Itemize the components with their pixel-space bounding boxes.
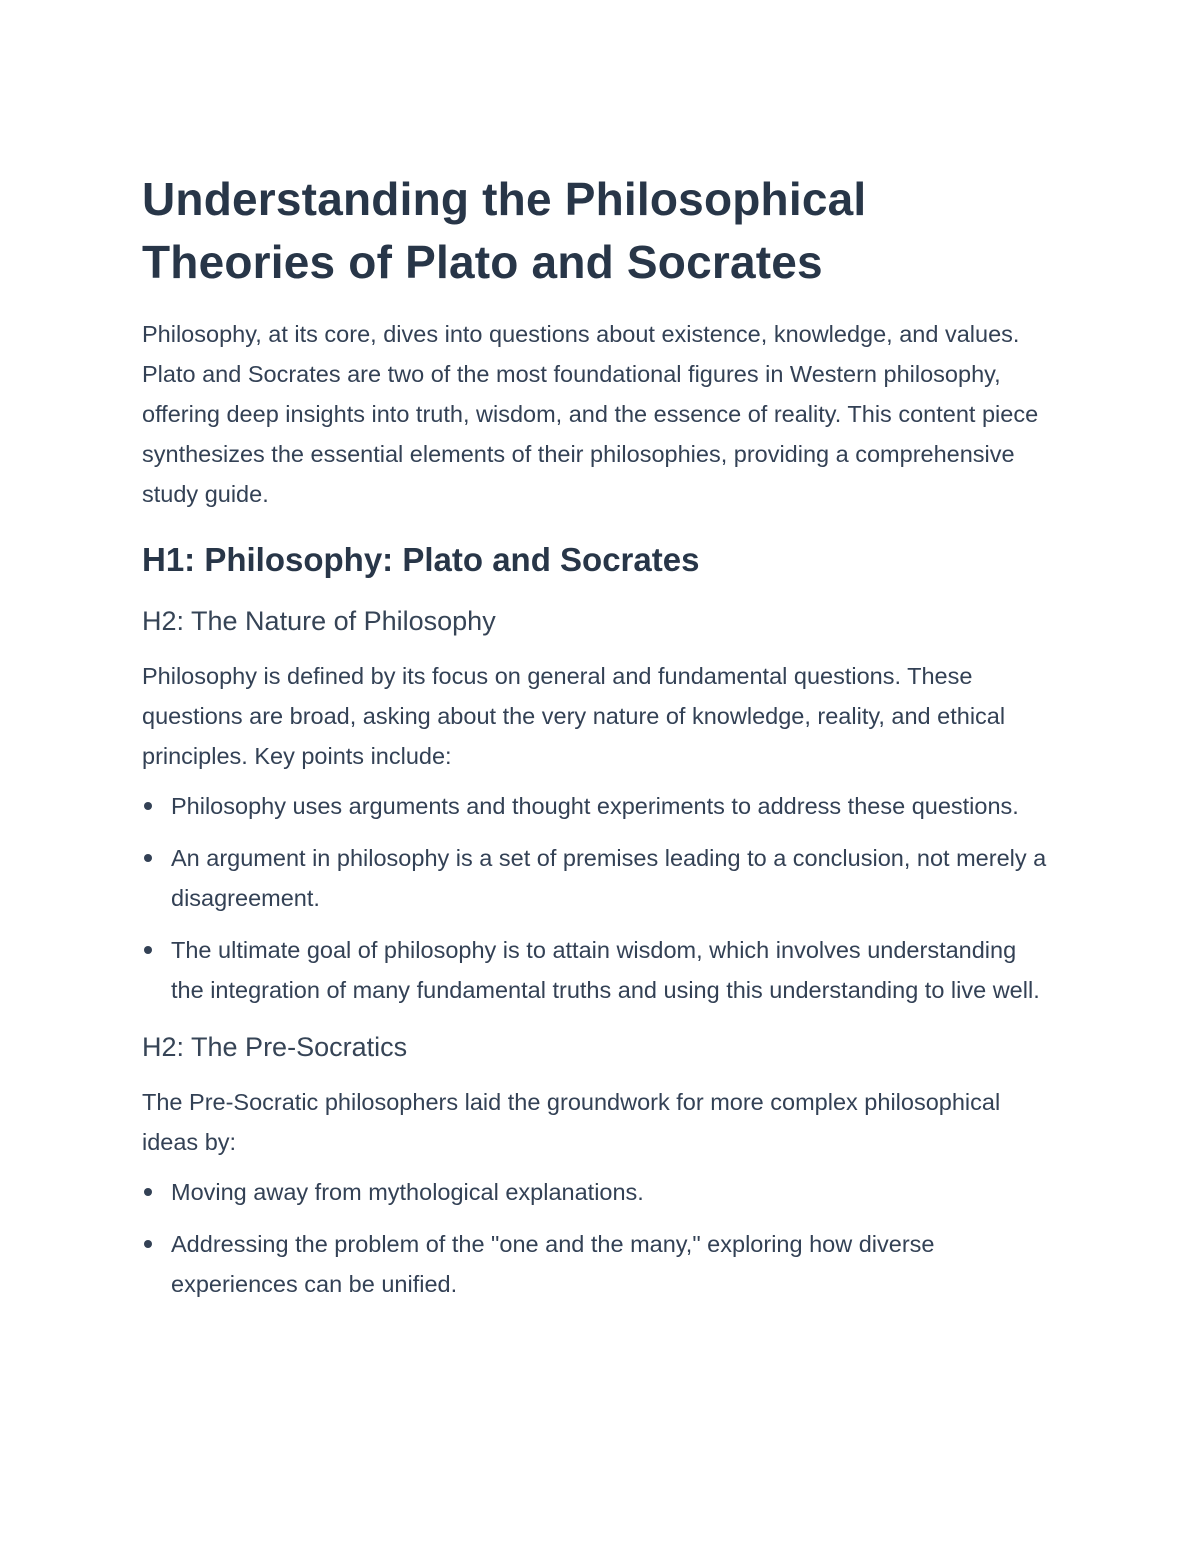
bullet-list-nature-of-philosophy [142,786,1052,1010]
list-item [142,838,1052,918]
bullet-dot-icon [144,802,152,810]
list-item-text: An argument in philosophy is a set of premises leading to a conclusion, not merely a disagreement. [171,845,1047,911]
bullet-list-pre-socratics [142,1172,1052,1304]
list-item-text: Moving away from mythological explanations. [171,1179,644,1205]
list-item [142,786,1052,826]
subsection-heading-nature-of-philosophy: H2: The Nature of Philosophy [142,606,496,636]
list-item [142,1224,1052,1304]
list-item-text: Philosophy uses arguments and thought experiments to address these questions. [171,793,1019,819]
subsection-paragraph-nature-of-philosophy: Philosophy is defined by its focus on general and fundamental questions. These questions are broad, asking about the very nature of knowledge, reality, and ethical principles. Key points include: [142,663,1006,769]
subsection-paragraph-pre-socratics: The Pre-Socratic philosophers laid the groundwork for more complex philosophical ideas by: [142,1089,1001,1155]
section-heading-h1: H1: Philosophy: Plato and Socrates [142,541,700,578]
document-title-line-2: Theories of Plato and Socrates [142,236,823,288]
list-item [142,1172,1052,1212]
document-title-line-1: Understanding the Philosophical [142,173,867,225]
intro-paragraph: Philosophy, at its core, dives into questions about existence, knowledge, and values. Plato and Socrates are two of the most foundational figures in Western philosophy, offering deep insights into truth, wisdom, and the essence of reality. This content piece synthesizes the essential elements of their philosophies, providing a comprehensive study guide. [142,321,1039,507]
bullet-dot-icon [144,946,152,954]
document-title [142,168,1052,294]
bullet-dot-icon [144,1240,152,1248]
list-item [142,930,1052,1010]
list-item-text: Addressing the problem of the "one and the many," exploring how diverse experiences can be unified. [171,1231,935,1297]
list-item-text: The ultimate goal of philosophy is to attain wisdom, which involves understanding the integration of many fundamental truths and using this understanding to live well. [171,937,1040,1003]
bullet-dot-icon [144,854,152,862]
subsection-heading-pre-socratics: H2: The Pre-Socratics [142,1032,408,1062]
document-page [142,168,1052,1316]
bullet-dot-icon [144,1188,152,1196]
